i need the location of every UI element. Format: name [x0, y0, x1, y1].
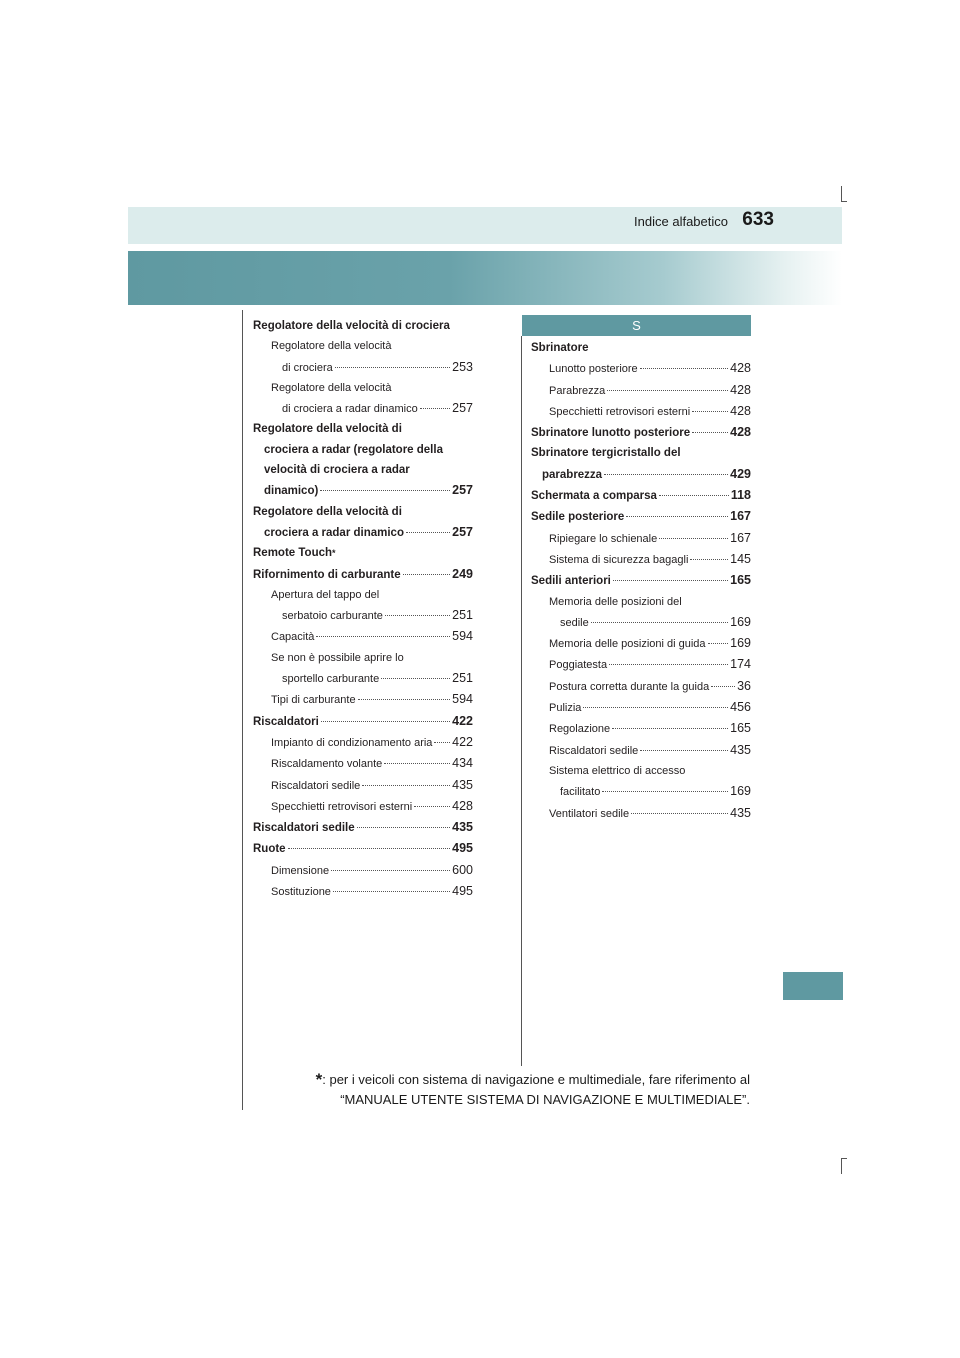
- index-entry-text: Sbrinatore: [531, 342, 589, 354]
- leader-dots: [357, 827, 451, 828]
- index-entry: [531, 464, 751, 485]
- leader-dots: [331, 870, 450, 871]
- leader-dots: [414, 806, 450, 807]
- index-entry-text: Remote Touch: [253, 547, 333, 560]
- index-entry-text: Regolatore della velocità: [271, 381, 392, 394]
- index-entry-text: crociera a radar dinamico: [264, 526, 404, 539]
- index-entry-page: 495: [452, 841, 473, 856]
- index-entry: [531, 338, 751, 358]
- index-entry-text: Riscaldatori sedile: [549, 744, 639, 757]
- index-entry-page: 174: [730, 657, 751, 672]
- index-entry-text: Sedili anteriori: [531, 575, 611, 588]
- index-entry-page: 257: [452, 524, 473, 539]
- leader-dots: [613, 580, 728, 581]
- index-entry-page: 165: [730, 573, 751, 588]
- index-entry-page: 251: [452, 671, 473, 686]
- index-entry-text: Dimensione: [271, 864, 330, 877]
- index-entry-text: Postura corretta durante la guida: [549, 680, 710, 693]
- leader-dots: [434, 742, 450, 743]
- leader-dots: [385, 615, 450, 616]
- index-entry-page: 435: [730, 742, 751, 757]
- index-entry-text: Pulizia: [549, 702, 582, 715]
- index-entry-text: Rifornimento di carburante: [253, 568, 401, 581]
- index-entry: [253, 440, 473, 460]
- index-entry: [253, 419, 473, 439]
- index-entry: [253, 838, 473, 859]
- index-entry: [253, 796, 473, 817]
- leader-dots: [333, 891, 450, 892]
- index-entry: [253, 378, 473, 398]
- index-entry-text: Ripiegare lo schienale: [549, 532, 658, 545]
- index-entry-page: 428: [730, 382, 751, 397]
- leader-dots: [403, 574, 451, 575]
- index-entry-page: 251: [452, 608, 473, 623]
- index-entry: [531, 380, 751, 401]
- leader-dots: [626, 516, 728, 517]
- leader-dots: [320, 490, 450, 491]
- index-entry-text: Capacità: [271, 631, 315, 644]
- index-entry-page: 435: [730, 805, 751, 820]
- footnote-line-2: “MANUALE UTENTE SISTEMA DI NAVIGAZIONE E MULTIMEDIALE”.: [340, 1092, 750, 1107]
- index-entry: [253, 605, 473, 626]
- index-entry-page: 257: [452, 401, 473, 416]
- index-entry-text: Riscaldamento volante: [271, 758, 383, 771]
- index-entry-page: 594: [452, 692, 473, 707]
- index-entry: [253, 711, 473, 732]
- leader-dots: [583, 707, 728, 708]
- leader-dots: [591, 622, 728, 623]
- index-entry: [531, 740, 751, 761]
- crop-mark-top: [841, 186, 842, 202]
- crop-mark-bottom: [841, 1158, 842, 1174]
- leader-dots: [604, 474, 728, 475]
- index-entry-page: 428: [730, 361, 751, 376]
- index-entry-text: sportello carburante: [282, 673, 380, 686]
- leader-dots: [384, 763, 450, 764]
- index-entry: [531, 485, 751, 506]
- index-entry: [531, 358, 751, 379]
- index-entry: [531, 422, 751, 443]
- leader-dots: [692, 432, 728, 433]
- page-header: [128, 207, 842, 244]
- leader-dots: [659, 538, 728, 539]
- index-entry: [253, 585, 473, 605]
- crop-mark-bottom-h: [841, 1158, 847, 1159]
- index-entry-text: Ventilatori sedile: [549, 807, 630, 820]
- index-entry-page: 257: [452, 483, 473, 498]
- page-number: 633: [742, 209, 774, 230]
- index-entry: [253, 668, 473, 689]
- leader-dots: [631, 813, 728, 814]
- index-entry: [531, 654, 751, 675]
- index-entry: [253, 732, 473, 753]
- leader-dots: [711, 686, 735, 687]
- index-entry-page: 428: [730, 425, 751, 440]
- index-entry-page: 435: [452, 820, 473, 835]
- index-entry-text: Schermata a comparsa: [531, 490, 657, 503]
- index-entry-text: facilitato: [560, 786, 601, 799]
- index-entry-page: 165: [730, 721, 751, 736]
- index-entry: [253, 480, 473, 501]
- index-entry: [253, 357, 473, 378]
- index-entry-text: Tipi di carburante: [271, 694, 356, 707]
- leader-dots: [316, 636, 450, 637]
- index-entry: [531, 570, 751, 591]
- footnote: [316, 1070, 750, 1110]
- index-entry: [531, 718, 751, 739]
- index-entry-text: crociera a radar (regolatore della: [264, 443, 443, 456]
- leader-dots: [335, 367, 450, 368]
- index-entry-page: 594: [452, 629, 473, 644]
- index-entry-page: 456: [730, 700, 751, 715]
- index-entry-page: 495: [452, 884, 473, 899]
- leader-dots: [381, 678, 450, 679]
- index-entry-page: 169: [730, 614, 751, 629]
- leader-dots: [358, 699, 451, 700]
- index-entry-text: serbatoio carburante: [282, 610, 383, 623]
- index-entry-text: Lunotto posteriore: [549, 363, 638, 376]
- index-entry-text: Regolatore della velocità: [271, 340, 392, 353]
- index-entry: [253, 502, 473, 522]
- index-entry-page: 169: [730, 784, 751, 799]
- header-band: [128, 251, 842, 305]
- index-column-left: [253, 316, 473, 902]
- left-margin-rule: [242, 310, 243, 1110]
- index-entry-text: dinamico): [264, 485, 319, 498]
- index-entry-text: Riscaldatori sedile: [271, 779, 361, 792]
- index-entry-page: 36: [737, 678, 751, 693]
- index-entry-page: 253: [452, 359, 473, 374]
- index-entry-page: 428: [730, 403, 751, 418]
- index-entry-text: Se non è possibile aprire lo: [271, 651, 404, 664]
- leader-dots: [708, 643, 729, 644]
- leader-dots: [288, 848, 451, 849]
- index-entry-page: 249: [452, 566, 473, 581]
- index-entry-page: 118: [730, 488, 751, 503]
- index-entry-page: 167: [730, 509, 751, 524]
- index-entry: [253, 860, 473, 881]
- leader-dots: [640, 750, 728, 751]
- index-entry: [253, 564, 473, 585]
- index-entry-text: velocità di crociera a radar: [264, 464, 410, 477]
- index-entry: [531, 401, 751, 422]
- index-entry: Remote Touch *: [253, 543, 473, 563]
- index-entry: [531, 633, 751, 654]
- index-entry-text: Sistema di sicurezza bagagli: [549, 553, 689, 566]
- index-entry-text: Sbrinatore lunotto posteriore: [531, 427, 691, 440]
- leader-dots: [607, 390, 728, 391]
- index-entry-text: Ruote: [253, 843, 286, 856]
- leader-dots: [692, 411, 728, 412]
- index-entry: [531, 592, 751, 612]
- leader-dots: [659, 495, 729, 496]
- index-entry: [253, 648, 473, 668]
- column-divider: [521, 336, 522, 1066]
- index-entry-text: Memoria delle posizioni del: [549, 595, 682, 608]
- leader-dots: [640, 368, 728, 369]
- index-entry-page: 434: [452, 756, 473, 771]
- index-entry: [253, 460, 473, 480]
- index-entry-text: Memoria delle posizioni di guida: [549, 638, 706, 651]
- index-entry: [253, 626, 473, 647]
- index-entry-page: 422: [452, 734, 473, 749]
- index-entry: [531, 612, 751, 633]
- index-entry-text: Regolatore della velocità di: [253, 423, 402, 436]
- index-entry-text: Sistema elettrico di accesso: [549, 764, 686, 777]
- leader-dots: [609, 664, 728, 665]
- index-entry: [531, 506, 751, 527]
- leader-dots: [321, 721, 450, 722]
- index-entry: [253, 817, 473, 838]
- index-entry-text: Riscaldatori sedile: [253, 822, 355, 835]
- index-entry-text: Sedile posteriore: [531, 511, 625, 524]
- index-entry-page: 600: [452, 862, 473, 877]
- index-entry: [253, 316, 473, 336]
- index-entry-page: 169: [730, 636, 751, 651]
- page-title: Indice alfabetico: [634, 214, 728, 229]
- index-entry: [531, 803, 751, 824]
- index-entry: [531, 549, 751, 570]
- footnote-star: *: [315, 1070, 323, 1089]
- index-entry: [253, 689, 473, 710]
- index-entry-text: Sostituzione: [271, 886, 331, 899]
- index-entry: [253, 398, 473, 419]
- index-entry-text: Specchietti retrovisori esterni: [271, 800, 413, 813]
- leader-dots: [690, 559, 728, 560]
- index-entry: [531, 781, 751, 802]
- index-entry-text: di crociera: [282, 361, 333, 374]
- index-entry: [253, 753, 473, 774]
- index-entry-text: Apertura del tappo del: [271, 588, 380, 601]
- index-entry: [531, 528, 751, 549]
- index-entry-text: Poggiatesta: [549, 659, 608, 672]
- index-entry-page: 429: [730, 466, 751, 481]
- section-letter-header: S: [522, 315, 751, 336]
- leader-dots: [602, 791, 728, 792]
- index-entry: [253, 522, 473, 543]
- index-entry-page: 145: [730, 551, 751, 566]
- index-entry: [531, 443, 751, 463]
- index-entry-text: Regolatore della velocità di crociera: [253, 320, 450, 332]
- index-entry-page: 167: [730, 530, 751, 545]
- footnote-line-1: *: per i veicoli con sistema di navigazione e multimediale, fare riferimento al: [315, 1070, 750, 1089]
- index-entry: [253, 775, 473, 796]
- index-entry-text: Impianto di condizionamento aria: [271, 736, 433, 749]
- index-entry-text: Regolatore della velocità di: [253, 505, 402, 518]
- crop-mark-top-h: [841, 201, 847, 202]
- index-entry-text: sedile: [560, 616, 589, 629]
- index-entry-page: 435: [452, 777, 473, 792]
- index-entry: [253, 336, 473, 356]
- index-entry: [531, 676, 751, 697]
- index-entry: [531, 761, 751, 781]
- index-column-right: [531, 338, 751, 824]
- index-entry-text: parabrezza: [542, 468, 603, 481]
- index-entry-text: Regolazione: [549, 723, 611, 736]
- index-entry-text: Sbrinatore tergicristallo del: [531, 447, 681, 460]
- leader-dots: [362, 785, 450, 786]
- index-entry-text: Specchietti retrovisori esterni: [549, 405, 691, 418]
- index-entry: [253, 881, 473, 902]
- index-entry-page: 428: [452, 798, 473, 813]
- index-entry-text: Riscaldatori: [253, 715, 319, 728]
- leader-dots: [420, 408, 450, 409]
- index-entry-page: 422: [452, 713, 473, 728]
- side-thumb-tab: [783, 972, 843, 1000]
- leader-dots: [406, 532, 450, 533]
- index-entry-text: di crociera a radar dinamico: [282, 403, 418, 416]
- leader-dots: [612, 728, 728, 729]
- index-entry: [531, 697, 751, 718]
- index-entry-text: Parabrezza: [549, 384, 606, 397]
